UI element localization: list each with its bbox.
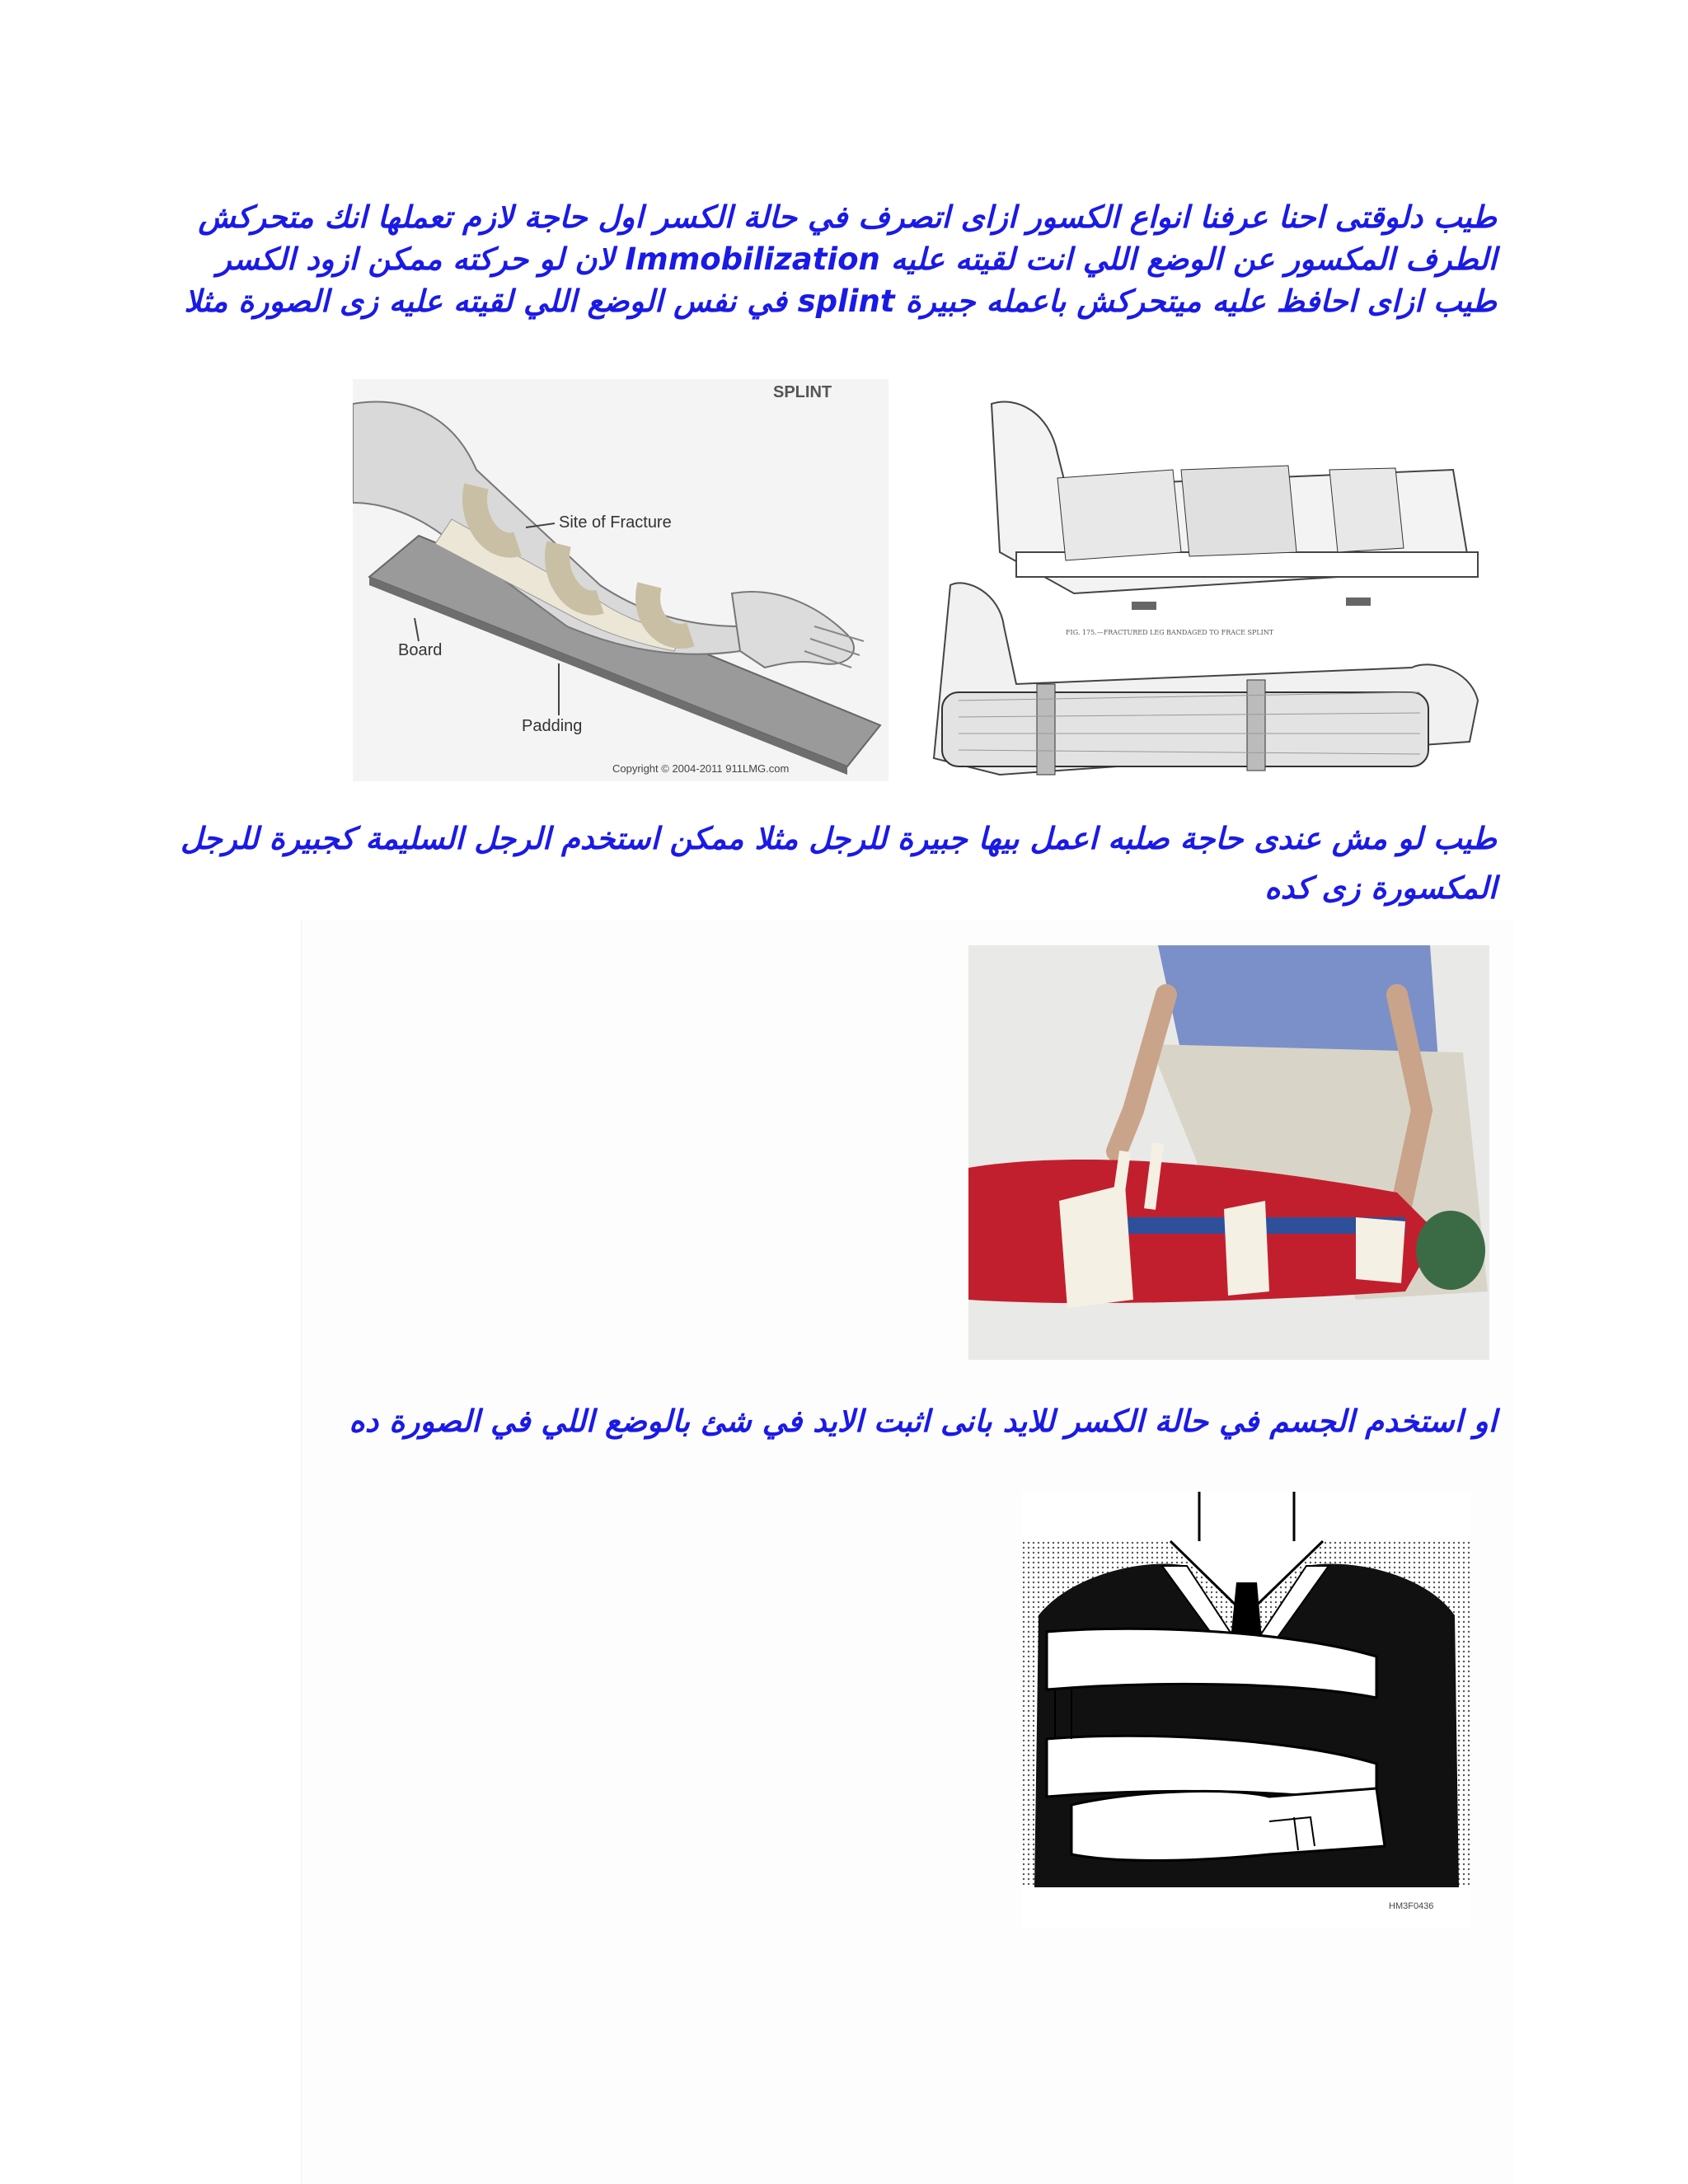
leg-line-1: طيب لو مش عندى حاجة صلبه اعمل بيها جبيرة للرجل مثلا ممكن استخدم الرجل السليمة كجبيرة للرجل xyxy=(180,821,1497,856)
intro-line-1: طيب دلوقتى احنا عرفنا انواع الكسور ازاى اتصرف في حالة الكسر اول حاجة لازم تعملها انك متحركش xyxy=(198,199,1497,235)
board-label: Board xyxy=(398,641,443,659)
leg-splint-drawing xyxy=(901,387,1479,781)
leg-line-2: المكسورة زى كده xyxy=(1264,870,1497,906)
arm-sling-drawing xyxy=(1022,1492,1471,1929)
intro-line-2: الطرف المكسور عن الوضع اللي انت لقيته عليه Immobilization لان لو حركته ممكن ازود الكسر xyxy=(216,241,1497,277)
splint-title: SPLINT xyxy=(773,383,832,401)
arm-line-1: او استخدم الجسم في حالة الكسر للايد بانى اثبت الايد في شئ بالوضع اللي في الصورة ده xyxy=(349,1404,1497,1439)
sling-code: HM3F0436 xyxy=(1389,1901,1434,1911)
splint-copyright: Copyright © 2004-2011 911LMG.com xyxy=(612,762,790,775)
site-of-fracture-label: Site of Fracture xyxy=(559,513,672,532)
splint-arm-figure xyxy=(353,379,889,781)
arm-paragraph xyxy=(178,1401,1497,1442)
leg-splint-photo xyxy=(968,945,1489,1360)
leg-drawing-caption: FIG. 175.—FRACTURED LEG BANDAGED TO FRACE SPLINT xyxy=(1066,629,1274,636)
intro-paragraph xyxy=(178,196,1497,322)
padding-label: Padding xyxy=(522,717,583,735)
leg-paragraph xyxy=(178,814,1497,913)
intro-line-3: طيب ازاى احافظ عليه ميتحركش باعمله جبيرة splint في نفس الوضع اللي لقيته عليه زى الصورة مثلا xyxy=(184,284,1497,319)
